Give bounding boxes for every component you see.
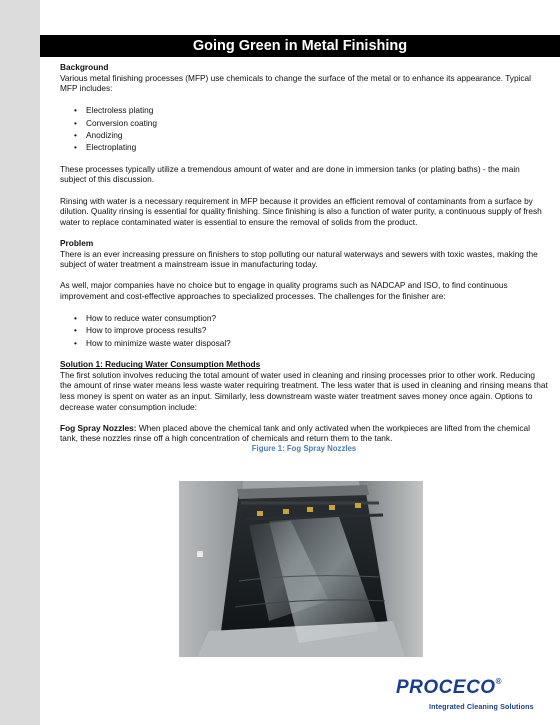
challenge-list	[60, 312, 548, 349]
problem-heading: Problem	[60, 237, 94, 248]
companies-paragraph: As well, major companies have no choice but to engage in quality programs such as NADCAP and ISO, to find continuous improvement and cost-effective approaches to specialized processes. The challenges for the finisher are:	[60, 280, 508, 301]
list-item: • Conversion coating	[86, 117, 548, 129]
solution-paragraph: The first solution involves reducing the total amount of water used in cleaning and rinsing processes prior to other work. Reducing the amount of rinse water means less waste water requiring treatment. The less water that is used in cleaning and rinsing means that less money is spent on water as an input. Similarly, less downstream waste water treatment saves money once again. Options to decrease water consumption include:	[60, 369, 548, 412]
figure-caption: Figure 1: Fog Spray Nozzles	[251, 444, 357, 454]
logo-wordmark: PROCECO®	[396, 677, 502, 698]
background-heading: Background	[60, 62, 109, 72]
fog-spray-nozzles-photo	[179, 481, 423, 657]
problem-paragraph: There is an ever increasing pressure on finishers to stop polluting our natural waterways and sewers with toxic wastes, making the subject of water treatment a mainstream issue in manufacturing today.	[60, 248, 538, 270]
immersion-paragraph: These processes typically utilize a tremendous amount of water and are done in immersion tanks (or plating baths) - the main subject of this discussion.	[60, 163, 520, 185]
list-item: • Electroless plating	[86, 104, 548, 116]
list-item: • How to improve process results?	[86, 324, 548, 336]
list-item: • How to reduce water consumption?	[86, 312, 548, 324]
list-item: • Anodizing	[86, 129, 548, 141]
proceco-logo	[390, 677, 550, 717]
process-list	[60, 104, 548, 153]
fog-label: Fog Spray Nozzles:	[60, 422, 137, 433]
solution-heading: Solution 1: Reducing Water Consumption Methods	[60, 359, 261, 370]
rinsing-paragraph: Rinsing with water is a necessary requirement in MFP because it provides an efficient removal of contaminants from a surface by dilution. Quality rinsing is essential for quality finishing. Since finishing is also a function of water purity, a continuous supply of fresh water to replace contaminated water is essential to ensure the removal of solids from the product.	[60, 195, 542, 227]
list-item: • Electroplating	[86, 141, 548, 153]
fog-paragraph	[60, 423, 548, 444]
list-item: • How to minimize waste water disposal?	[86, 337, 548, 349]
page-margin	[0, 0, 40, 725]
document-body	[60, 62, 548, 455]
logo-tagline: Integrated Cleaning Solutions	[429, 702, 534, 711]
document-page	[40, 0, 560, 725]
intro-paragraph: Various metal finishing processes (MFP) use chemicals to change the surface of the metal or to enhance its appearance. Typical MFP includes:	[60, 72, 532, 94]
page-title: Going Green in Metal Finishing	[40, 35, 560, 57]
fog-text: When placed above the chemical tank and only activated when the workpieces are lifted from the chemical tank, these nozzles rinse off a high concentration of chemicals and return them to the tank.	[60, 422, 530, 444]
